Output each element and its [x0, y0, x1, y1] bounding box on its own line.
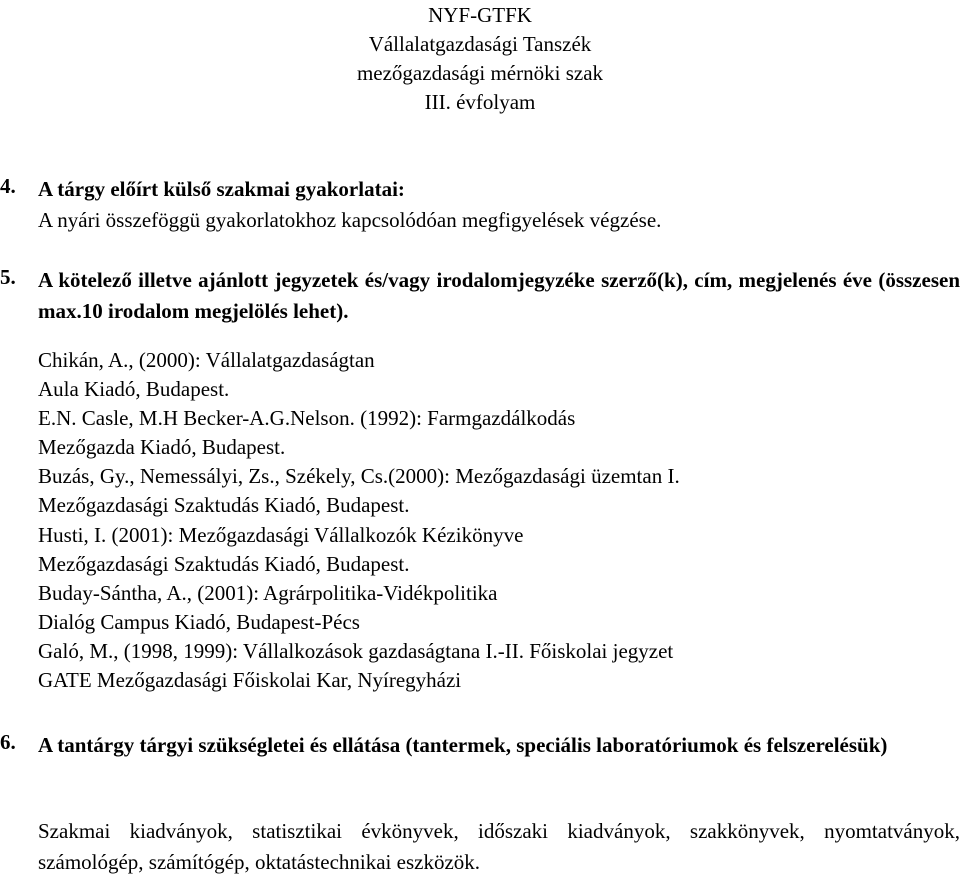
reference-line: Mezőgazda Kiadó, Budapest. [38, 435, 286, 460]
reference-line: Buzás, Gy., Nemessályi, Zs., Székely, Cs.(2000): Mezőgazdasági üzemtan I. [38, 464, 680, 489]
section-4-title: A tárgy előírt külső szakmai gyakorlatai: [38, 177, 405, 201]
reference-line: Dialóg Campus Kiadó, Budapest-Pécs [38, 609, 360, 634]
reference-line: Aula Kiadó, Budapest. [38, 377, 230, 402]
section-5 [0, 265, 960, 327]
section-6-number: 6. [0, 730, 16, 754]
section-5-title: A kötelező illetve ajánlott jegyzetek és/vagy irodalomjegyzéke szerző(k), cím, megjelenés éve (összesen max.10 irodalom megjelölés lehet). [38, 268, 960, 323]
reference-line: Husti, I. (2001): Mezőgazdasági Vállalkozók Kézikönyve [38, 522, 524, 547]
reference-line: Chikán, A., (2000): Vállalatgazdaságtan [38, 348, 375, 372]
department-name: Vállalatgazdasági Tanszék [368, 32, 592, 56]
institution-code: NYF-GTFK [428, 3, 532, 27]
reference-line: E.N. Casle, M.H Becker-A.G.Nelson. (1992): Farmgazdálkodás [38, 406, 576, 431]
section-6 [0, 730, 960, 761]
section-4 [0, 174, 960, 236]
section-4-text: A nyári összeföggü gyakorlatokhoz kapcsolódóan megfigyelések végzése. [38, 208, 662, 232]
reference-line: GATE Mezőgazdasági Főiskolai Kar, Nyíregyházi [38, 668, 462, 693]
reference-line: Buday-Sántha, A., (2001): Agrárpolitika-Vidékpolitika [38, 580, 498, 605]
year-level: III. évfolyam [424, 90, 536, 114]
reference-line: Mezőgazdasági Szaktudás Kiadó, Budapest. [38, 551, 410, 576]
section-5-number: 5. [0, 265, 16, 289]
section-6-text: Szakmai kiadványok, statisztikai évkönyvek, időszaki kiadványok, szakkönyvek, nyomtatványok, számológép, számítógép, oktatástechnikai eszközök. [38, 819, 960, 874]
section-4-number: 4. [0, 174, 16, 198]
document-header [0, 0, 960, 117]
program-name: mezőgazdasági mérnöki szak [356, 61, 604, 85]
reference-list [38, 346, 938, 695]
reference-line: Galó, M., (1998, 1999): Vállalkozások gazdaságtana I.-II. Főiskolai jegyzet [38, 638, 674, 663]
section-6-title: A tantárgy tárgyi szükségletei és ellátása (tantermek, speciális laboratóriumok és felszerelésük) [38, 733, 888, 757]
section-6-body [0, 816, 960, 878]
reference-line: Mezőgazdasági Szaktudás Kiadó, Budapest. [38, 493, 410, 518]
